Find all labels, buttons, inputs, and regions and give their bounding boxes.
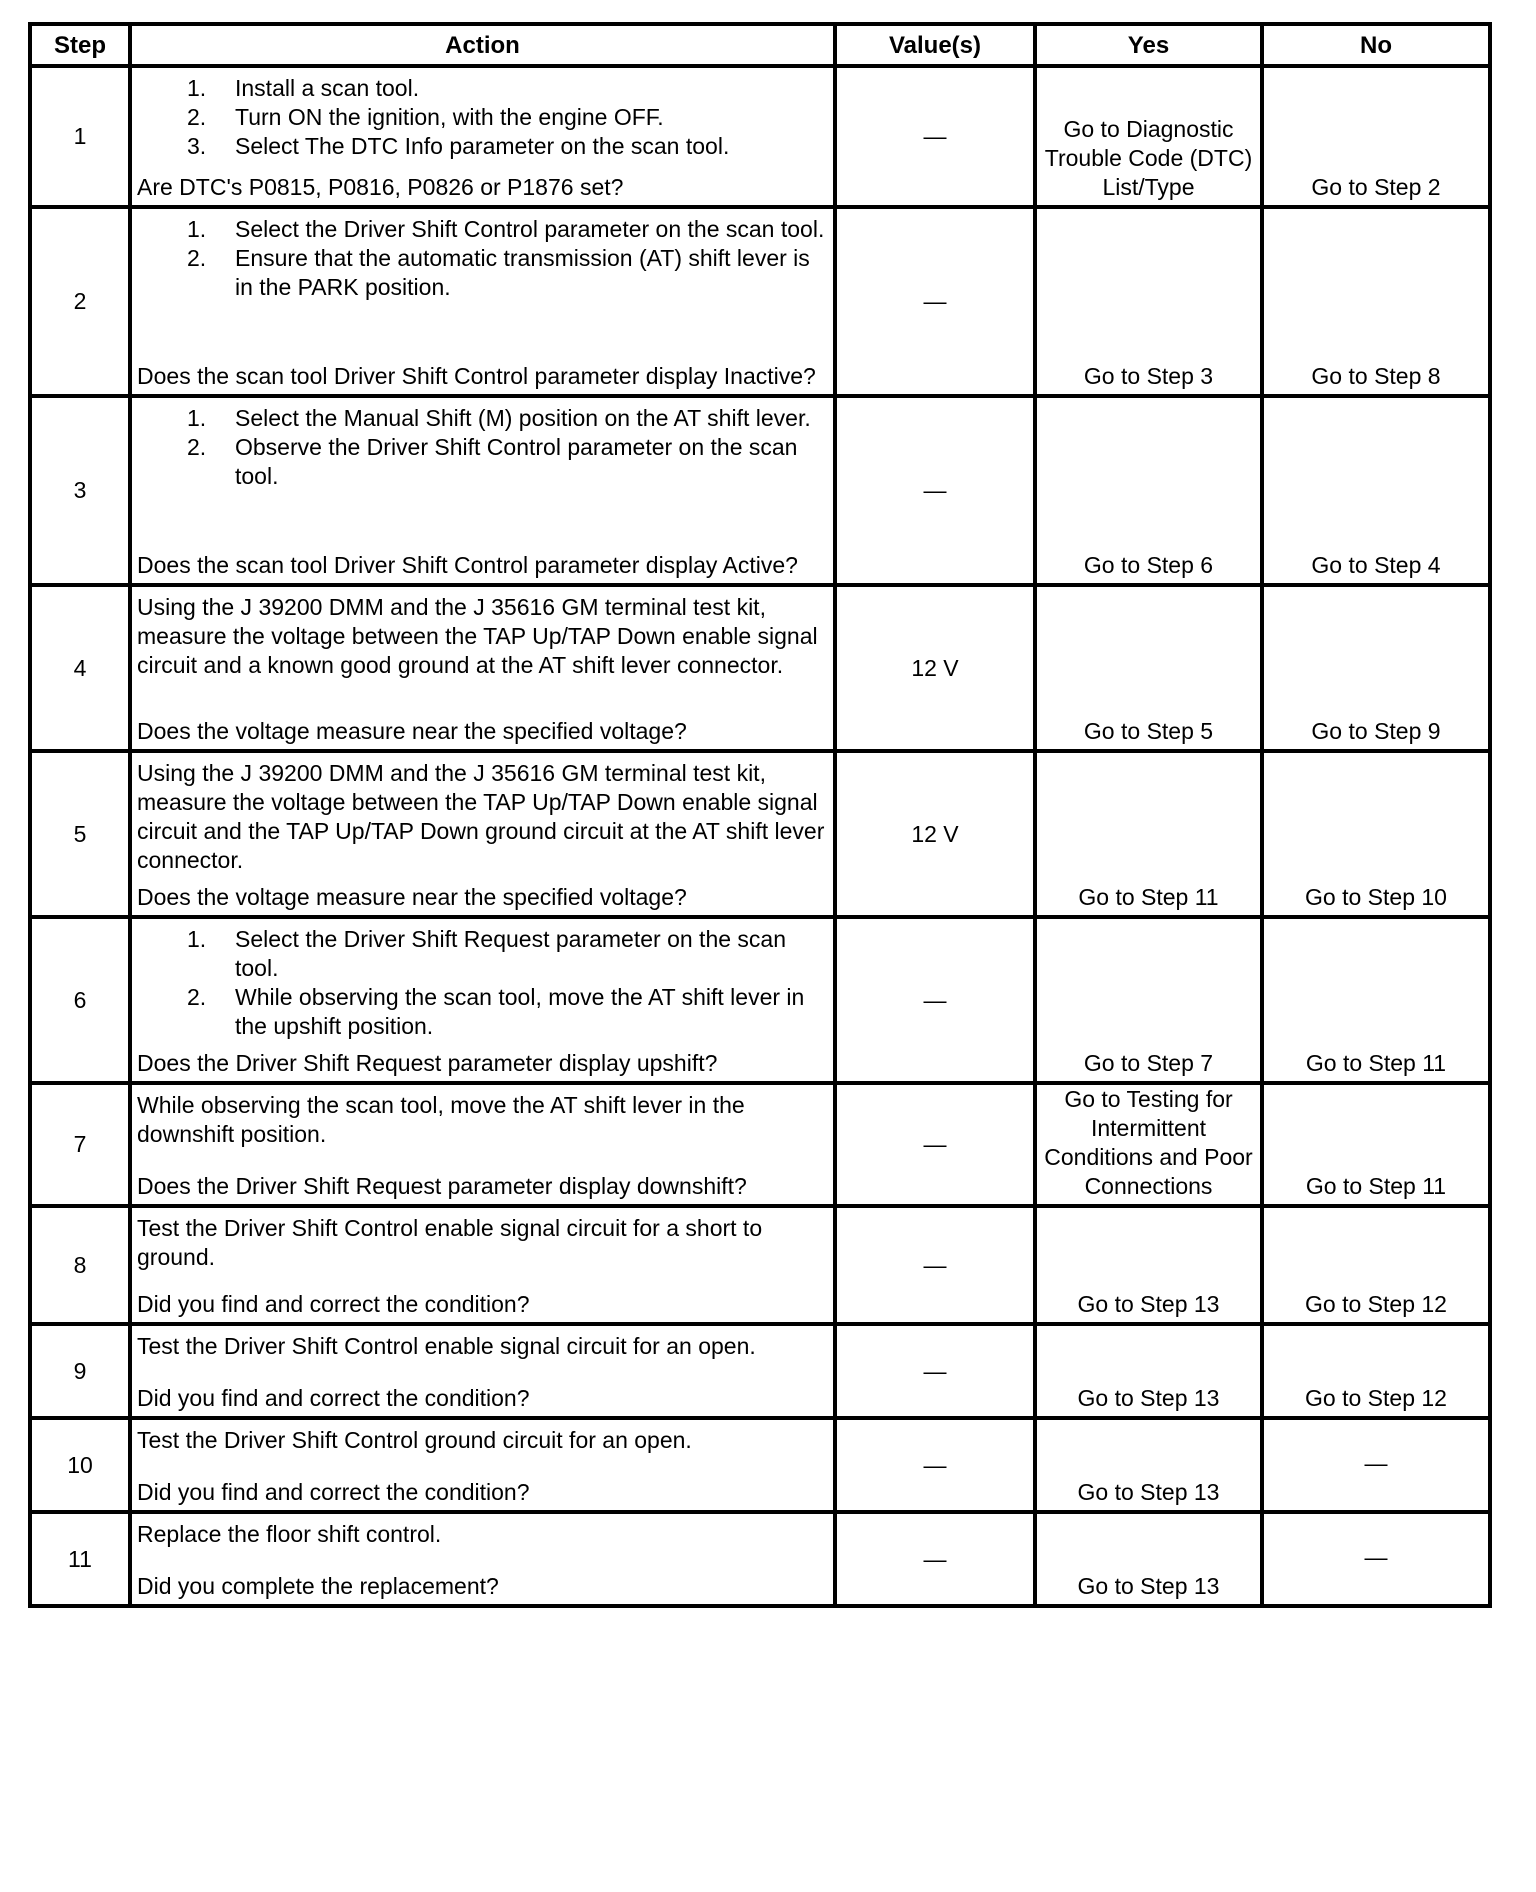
action-content <box>137 593 829 749</box>
value-cell: 12 V <box>835 585 1035 751</box>
table-row <box>30 751 1490 917</box>
yes-cell: Go to Step 13 <box>1035 1418 1262 1512</box>
step-number: 6 <box>30 917 130 1083</box>
substep-item: Select the Driver Shift Request parameter on the scan tool. <box>235 926 787 981</box>
action-cell <box>130 1512 835 1606</box>
value-cell: 12 V <box>835 751 1035 917</box>
action-cell <box>130 396 835 585</box>
substep-item: Ensure that the automatic transmission (AT) shift lever is in the PARK position. <box>235 245 810 300</box>
action-cell <box>130 585 835 751</box>
action-content <box>137 1214 829 1322</box>
header-yes: Yes <box>1035 24 1262 66</box>
header-no: No <box>1262 24 1490 66</box>
yes-cell: Go to Step 7 <box>1035 917 1262 1083</box>
yes-cell: Go to Step 6 <box>1035 396 1262 585</box>
substep-list <box>137 215 829 302</box>
action-instructions <box>137 1520 829 1549</box>
action-description: Test the Driver Shift Control ground circuit for an open. <box>137 1427 692 1453</box>
value-cell: — <box>835 1206 1035 1324</box>
action-cell <box>130 207 835 396</box>
action-description: Test the Driver Shift Control enable signal circuit for a short to ground. <box>137 1215 763 1270</box>
action-instructions <box>137 215 829 302</box>
table-row <box>30 1083 1490 1206</box>
header-values: Value(s) <box>835 24 1035 66</box>
action-instructions <box>137 404 829 491</box>
substep-item: Select the Driver Shift Control parameter on the scan tool. <box>235 216 825 242</box>
step-number: 9 <box>30 1324 130 1418</box>
action-cell <box>130 1206 835 1324</box>
action-content <box>137 925 829 1081</box>
substep-list <box>137 925 829 1041</box>
action-question: Does the voltage measure near the specified voltage? <box>137 718 687 744</box>
action-instructions <box>137 1091 829 1149</box>
action-cell <box>130 1324 835 1418</box>
action-content <box>137 1426 829 1510</box>
yes-cell: Go to Testing for Intermittent Conditions and Poor Connections <box>1035 1083 1262 1206</box>
header-step: Step <box>30 24 130 66</box>
action-cell <box>130 1418 835 1512</box>
no-cell: Go to Step 12 <box>1262 1324 1490 1418</box>
table-row <box>30 396 1490 585</box>
action-content <box>137 759 829 915</box>
substep-item: Select the Manual Shift (M) position on the AT shift lever. <box>235 405 811 431</box>
yes-cell: Go to Step 11 <box>1035 751 1262 917</box>
table-row <box>30 207 1490 396</box>
header-action: Action <box>130 24 835 66</box>
step-number: 7 <box>30 1083 130 1206</box>
yes-cell: Go to Step 3 <box>1035 207 1262 396</box>
value-cell: — <box>835 396 1035 585</box>
action-question: Did you find and correct the condition? <box>137 1385 530 1411</box>
substep-item: While observing the scan tool, move the AT shift lever in the upshift position. <box>235 984 805 1039</box>
action-question: Does the scan tool Driver Shift Control parameter display Inactive? <box>137 363 816 389</box>
action-question: Does the voltage measure near the specified voltage? <box>137 884 687 910</box>
no-cell: Go to Step 2 <box>1262 66 1490 207</box>
action-description: While observing the scan tool, move the AT shift lever in the downshift position. <box>137 1092 745 1147</box>
yes-cell: Go to Step 13 <box>1035 1206 1262 1324</box>
substep-item: Install a scan tool. <box>235 75 420 101</box>
step-number: 4 <box>30 585 130 751</box>
action-content <box>137 1332 829 1416</box>
action-description: Using the J 39200 DMM and the J 35616 GM terminal test kit, measure the voltage between the TAP Up/TAP Down enable signal circuit and a known good ground at the AT shift lever connector. <box>137 594 818 678</box>
action-content <box>137 1091 829 1204</box>
action-description: Using the J 39200 DMM and the J 35616 GM terminal test kit, measure the voltage between the TAP Up/TAP Down enable signal circuit and the TAP Up/TAP Down ground circuit at the AT shift lever connector. <box>137 760 825 873</box>
action-instructions <box>137 74 829 161</box>
no-cell: Go to Step 8 <box>1262 207 1490 396</box>
table-row <box>30 585 1490 751</box>
action-question: Does the Driver Shift Request parameter display downshift? <box>137 1173 747 1199</box>
action-question: Did you find and correct the condition? <box>137 1479 530 1505</box>
action-content <box>137 215 829 394</box>
table-row <box>30 917 1490 1083</box>
action-instructions <box>137 1332 829 1361</box>
value-cell: — <box>835 1324 1035 1418</box>
table-row <box>30 1512 1490 1606</box>
action-instructions <box>137 925 829 1041</box>
yes-cell: Go to Step 13 <box>1035 1324 1262 1418</box>
action-instructions <box>137 1426 829 1455</box>
no-cell: Go to Step 10 <box>1262 751 1490 917</box>
action-cell <box>130 1083 835 1206</box>
value-cell: — <box>835 917 1035 1083</box>
action-content <box>137 1520 829 1604</box>
action-instructions <box>137 593 829 680</box>
action-question: Are DTC's P0815, P0816, P0826 or P1876 set? <box>137 174 624 200</box>
action-question: Does the scan tool Driver Shift Control parameter display Active? <box>137 552 798 578</box>
value-cell: — <box>835 66 1035 207</box>
table-row <box>30 66 1490 207</box>
yes-cell: Go to Step 5 <box>1035 585 1262 751</box>
no-cell: — <box>1262 1512 1490 1606</box>
yes-cell: Go to Diagnostic Trouble Code (DTC) List/Type <box>1035 66 1262 207</box>
action-question: Did you complete the replacement? <box>137 1573 499 1599</box>
no-cell: Go to Step 11 <box>1262 1083 1490 1206</box>
action-question: Does the Driver Shift Request parameter display upshift? <box>137 1050 718 1076</box>
action-cell <box>130 917 835 1083</box>
value-cell: — <box>835 1418 1035 1512</box>
step-number: 10 <box>30 1418 130 1512</box>
step-number: 8 <box>30 1206 130 1324</box>
action-instructions <box>137 759 829 875</box>
table-row <box>30 1206 1490 1324</box>
step-number: 11 <box>30 1512 130 1606</box>
no-cell: — <box>1262 1418 1490 1512</box>
action-question: Did you find and correct the condition? <box>137 1291 530 1317</box>
action-content <box>137 74 829 205</box>
action-content <box>137 404 829 583</box>
substep-list <box>137 404 829 491</box>
no-cell: Go to Step 9 <box>1262 585 1490 751</box>
no-cell: Go to Step 4 <box>1262 396 1490 585</box>
action-description: Test the Driver Shift Control enable signal circuit for an open. <box>137 1333 756 1359</box>
action-description: Replace the floor shift control. <box>137 1521 442 1547</box>
substep-item: Observe the Driver Shift Control parameter on the scan tool. <box>235 434 798 489</box>
no-cell: Go to Step 11 <box>1262 917 1490 1083</box>
table-row <box>30 1418 1490 1512</box>
action-cell <box>130 751 835 917</box>
step-number: 1 <box>30 66 130 207</box>
step-number: 3 <box>30 396 130 585</box>
action-instructions <box>137 1214 829 1272</box>
no-cell: Go to Step 12 <box>1262 1206 1490 1324</box>
substep-item: Turn ON the ignition, with the engine OFF. <box>235 104 664 130</box>
substep-list <box>137 74 829 161</box>
substep-item: Select The DTC Info parameter on the scan tool. <box>235 133 730 159</box>
value-cell: — <box>835 207 1035 396</box>
value-cell: — <box>835 1512 1035 1606</box>
step-number: 5 <box>30 751 130 917</box>
header-row <box>30 24 1490 66</box>
step-number: 2 <box>30 207 130 396</box>
value-cell: — <box>835 1083 1035 1206</box>
action-cell <box>130 66 835 207</box>
table-row <box>30 1324 1490 1418</box>
diagnostic-table <box>28 22 1492 1608</box>
yes-cell: Go to Step 13 <box>1035 1512 1262 1606</box>
